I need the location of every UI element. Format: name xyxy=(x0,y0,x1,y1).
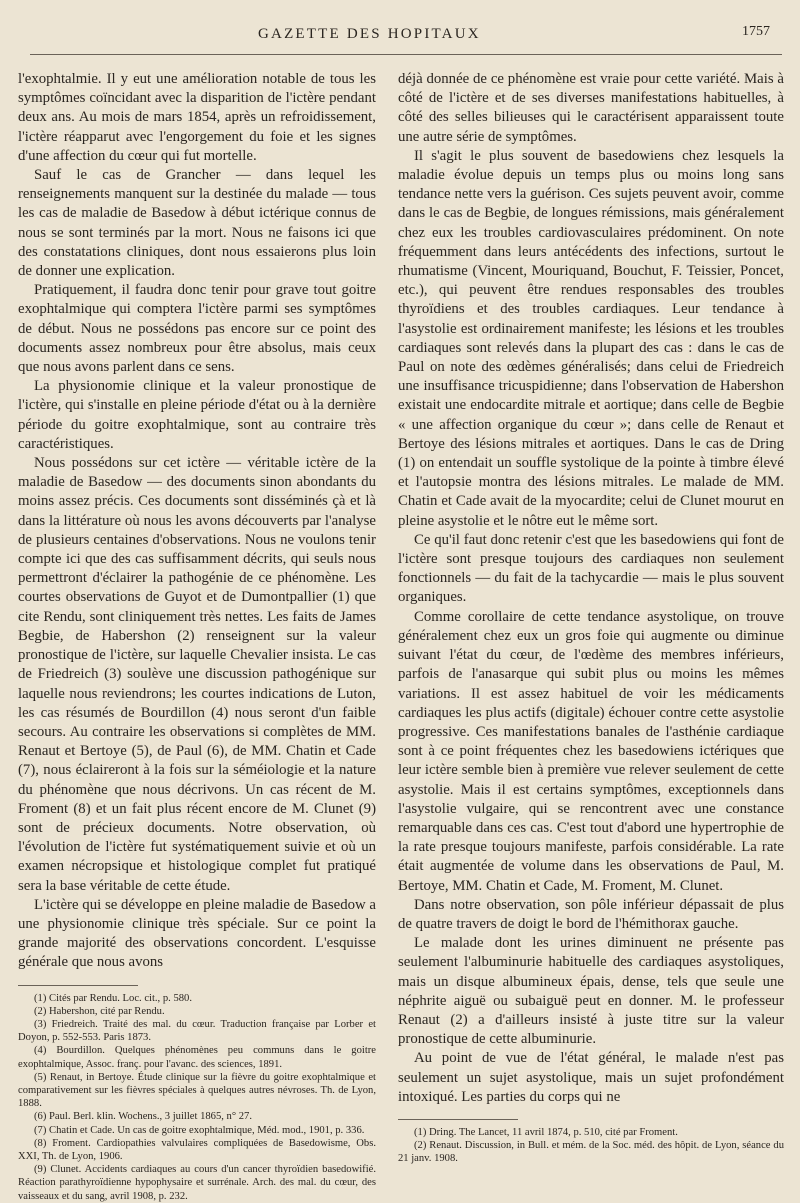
footnote: (4) Bourdillon. Quelques phénomènes peu communs dans le goitre exophtalmique, Assoc. franç. pour l'avanc. des sciences, 1891. xyxy=(18,1045,376,1070)
paragraph: Nous possédons sur cet ictère — véritable ictère de la maladie de Basedow — des documents sinon abondants du moins assez précis. Ces documents sont disséminés çà et là dans la littérature où nous les avons découverts par l'analyse de plusieurs centaines d'observations. Nous ne voulons tenir compte ici que des cas suffisamment décrits, qui seuls nous permettront d'éclairer la pathogénie de ce phénomène. Les courtes observations de Guyot et de Dumontpallier (1) que cite Rendu, sont cliniquement très nettes. Les faits de James Begbie, de Habershon (2) renseignent sur la valeur pronostique de l'ictère, sur laquelle Chevalier insista. Le cas de Friedreich (3) soulève une discussion pathogénique sur laquelle nous reviendrons; les courtes indications de Luton, les cas résumés de Bourdillon (4) nous seront d'un faible secours. Au contraire les observations si complètes de MM. Renaut et Bertoye (5), de Paul (6), de MM. Chatin et Cade (7), nous éclaireront à la fois sur la séméiologie et la nature du phénomène que nous décrivons. Un cas récent de M. Froment (8) et un fait plus récent encore de M. Clunet (9) sont de précieux documents. Notre observation, où l'évolution de l'ictère fut systématiquement suivie et où un examen nécropsique et histologique complet fut pratiqué sera la base véritable de cette étude. xyxy=(18,455,376,894)
footnote: (9) Clunet. Accidents cardiaques au cours d'un cancer thyroïdien basedowifié. Réaction parathyroïdienne hypophysaire et surrénale. Arch. des mal. du cœur, des vaisseaux et du sang, avril 1908, p. 232. xyxy=(18,1164,376,1202)
journal-title: GAZETTE DES HOPITAUX xyxy=(258,26,481,42)
footnote: (3) Friedreich. Traité des mal. du cœur. Traduction française par Lorber et Doyon, p. 552-553. Paris 1873. xyxy=(18,1018,376,1044)
paragraph: Pratiquement, il faudra donc tenir pour grave tout goitre exophtalmique qui comptera l'ictère parmi ses symptômes de début. Nous ne possédons pas encore sur ce point des documents assez nombreux pour être absolus, mais ceux que nous avons parlent dans ce sens. xyxy=(18,282,376,376)
footnote-rule xyxy=(18,985,138,986)
footnote: (1) Cités par Rendu. Loc. cit., p. 580. xyxy=(34,992,192,1004)
footnote: (1) Dring. The Lancet, 11 avril 1874, p. 510, cité par Froment. xyxy=(414,1126,678,1138)
paragraph: L'ictère qui se développe en pleine maladie de Basedow a une physionomie clinique très spéciale. Sur ce point la grande majorité des observations concordent. L'esquisse générale que nous avons xyxy=(18,896,376,971)
footnote-rule xyxy=(398,1119,518,1120)
paragraph: Au point de vue de l'état général, le malade n'est pas seulement un sujet asystolique, mais un sujet profondément intoxiqué. Les parties du corps qui ne xyxy=(398,1050,784,1105)
paragraph: Dans notre observation, son pôle inférieur dépassait de plus de quatre travers de doigt le bord de l'hémithorax gauche. xyxy=(398,896,784,932)
footnote: (6) Paul. Berl. klin. Wochens., 3 juillet 1865, n° 27. xyxy=(34,1111,252,1123)
paragraph: Le malade dont les urines diminuent ne présente pas seulement l'albuminurie habituelle des cardiaques asystoliques, mais un disque albumineux épais, dense, tels que seule une néphrite aiguë ou subaiguë peut en donner. M. le professeur Renaut (2) a d'ailleurs insisté à juste titre sur la valeur pronostique de cette albuminurie. xyxy=(398,935,784,1048)
footnote: (2) Renaut. Discussion, in Bull. et mém. de la Soc. méd. des hôpit. de Lyon, séance du 21 janv. 1908. xyxy=(398,1140,784,1165)
paragraph: Il s'agit le plus souvent de basedowiens chez lesquels la maladie évolue depuis un temps plus ou moins long sans tendance nette vers la guérison. Ces sujets peuvent avoir, comme dans le cas de Begbie, de longues rémissions, mais généralement chez eux les troubles cardiovasculaires prédominent. On note fréquemment dans leurs antécédents des infections, surtout le rhumatisme (Vincent, Mouriquand, Bouchut, F. Teissier, Poncet, etc.), qui peuvent être rendues responsables des troubles thyroïdiens et des troubles cardiaques. Leur tendance à l'asystolie est ordinairement manifeste; les lésions et les troubles cardiaques sont relevés dans la plupart des cas : dans le cas de Paul on note des œdèmes généralisés; dans celui de Friedreich une insuffisance tricuspidienne; dans l'observation de Habershon existait une endocardite mitrale et aortique; dans celle de Begbie « une affection organique du cœur »; dans celle de Renaut et Bertoye des lésions mitrales et aortiques. Dans le cas de Dring (1) on entendait un souffle systolique de la pointe à timbre élevé et l'autopsie montra des lésions mitrales. Le malade de MM. Chatin et Cade avait de la myocardite; celui de Clunet mourut en pleine asystolie et le nôtre eut le même sort. xyxy=(398,147,784,529)
footnote: (5) Renaut, in Bertoye. Étude clinique sur la fièvre du goitre exophtalmique et comparativement sur les fièvres spéciales à quelques autres névroses. Th. de Lyon, 1888. xyxy=(18,1071,376,1110)
left-column xyxy=(18,70,376,1203)
paragraph: Ce qu'il faut donc retenir c'est que les basedowiens qui font de l'ictère sont presque toujours des cardiaques non seulement fonctionnels — du fait de la tachycardie — mais le plus souvent organiques. xyxy=(398,531,784,606)
right-column xyxy=(398,70,784,1166)
footnote: (2) Habershon, cité par Rendu. xyxy=(34,1005,165,1017)
paragraph: Comme corollaire de cette tendance asystolique, on trouve généralement chez eux un gros foie qui augmente ou diminue suivant l'état du cœur, de l'œdème des membres inférieurs, parfois de l'anasarque qui subit plus ou moins les mêmes variations. Il est assez habituel de voir les médicaments cardiaques les plus actifs (digitale) échouer contre cette asystolie progressive. Ces manifestations banales de l'asthénie cardiaque sont à ce point fréquentes chez les basedowiens ictériques que leur ictère semble bien à première vue relever seulement de cette asystolie. Mais il est certains symptômes, exceptionnels dans l'asystolie vulgaire, qui se rencontrent avec une constance remarquable dans ces cas. C'est tout d'abord une hypertrophie de la rate presque toujours manifeste, parfois considérable. La rate était augmentée de volume dans les observations de Paul, M. Bertoye, MM. Chatin et Cade, M. Froment, M. Clunet. xyxy=(398,608,784,894)
page-number: 1757 xyxy=(742,24,770,39)
paragraph: l'exophtalmie. Il y eut une amélioration notable de tous les symptômes coïncidant avec la disparition de l'ictère pendant deux ans. Au mois de mars 1854, après un refroidissement, l'ictère réapparut avec l'engorgement du foie et les signes d'une affection du cœur qui fut mortelle. xyxy=(18,71,376,164)
paragraph: La physionomie clinique et la valeur pronostique de l'ictère, qui s'installe en pleine période d'état ou à la dernière période du goitre exophtalmique, sont au contraire très caractéristiques. xyxy=(18,378,376,452)
footnote: (8) Froment. Cardiopathies valvulaires compliquées de Basedowisme, Obs. XXI, Th. de Lyon, 1906. xyxy=(18,1137,376,1162)
paragraph: déjà donnée de ce phénomène est vraie pour cette variété. Mais à côté de l'ictère et de ses diverses manifestations habituelles, à côté des selles bilieuses qui le caractérisent apparaissent toute une autre série de symptômes. xyxy=(398,71,784,145)
footnote: (7) Chatin et Cade. Un cas de goitre exophtalmique, Méd. mod., 1901, p. 336. xyxy=(34,1124,365,1136)
running-header xyxy=(0,22,800,46)
paragraph: Sauf le cas de Grancher — dans lequel les renseignements manquent sur la destinée du malade — tous les cas de maladie de Basedow à début ictérique connus de nous se sont terminés par la mort. Nous ne faisons ici que des constatations cliniques, dont nous essaierons plus loin de donner une explication. xyxy=(18,167,376,280)
header-rule xyxy=(30,54,782,55)
